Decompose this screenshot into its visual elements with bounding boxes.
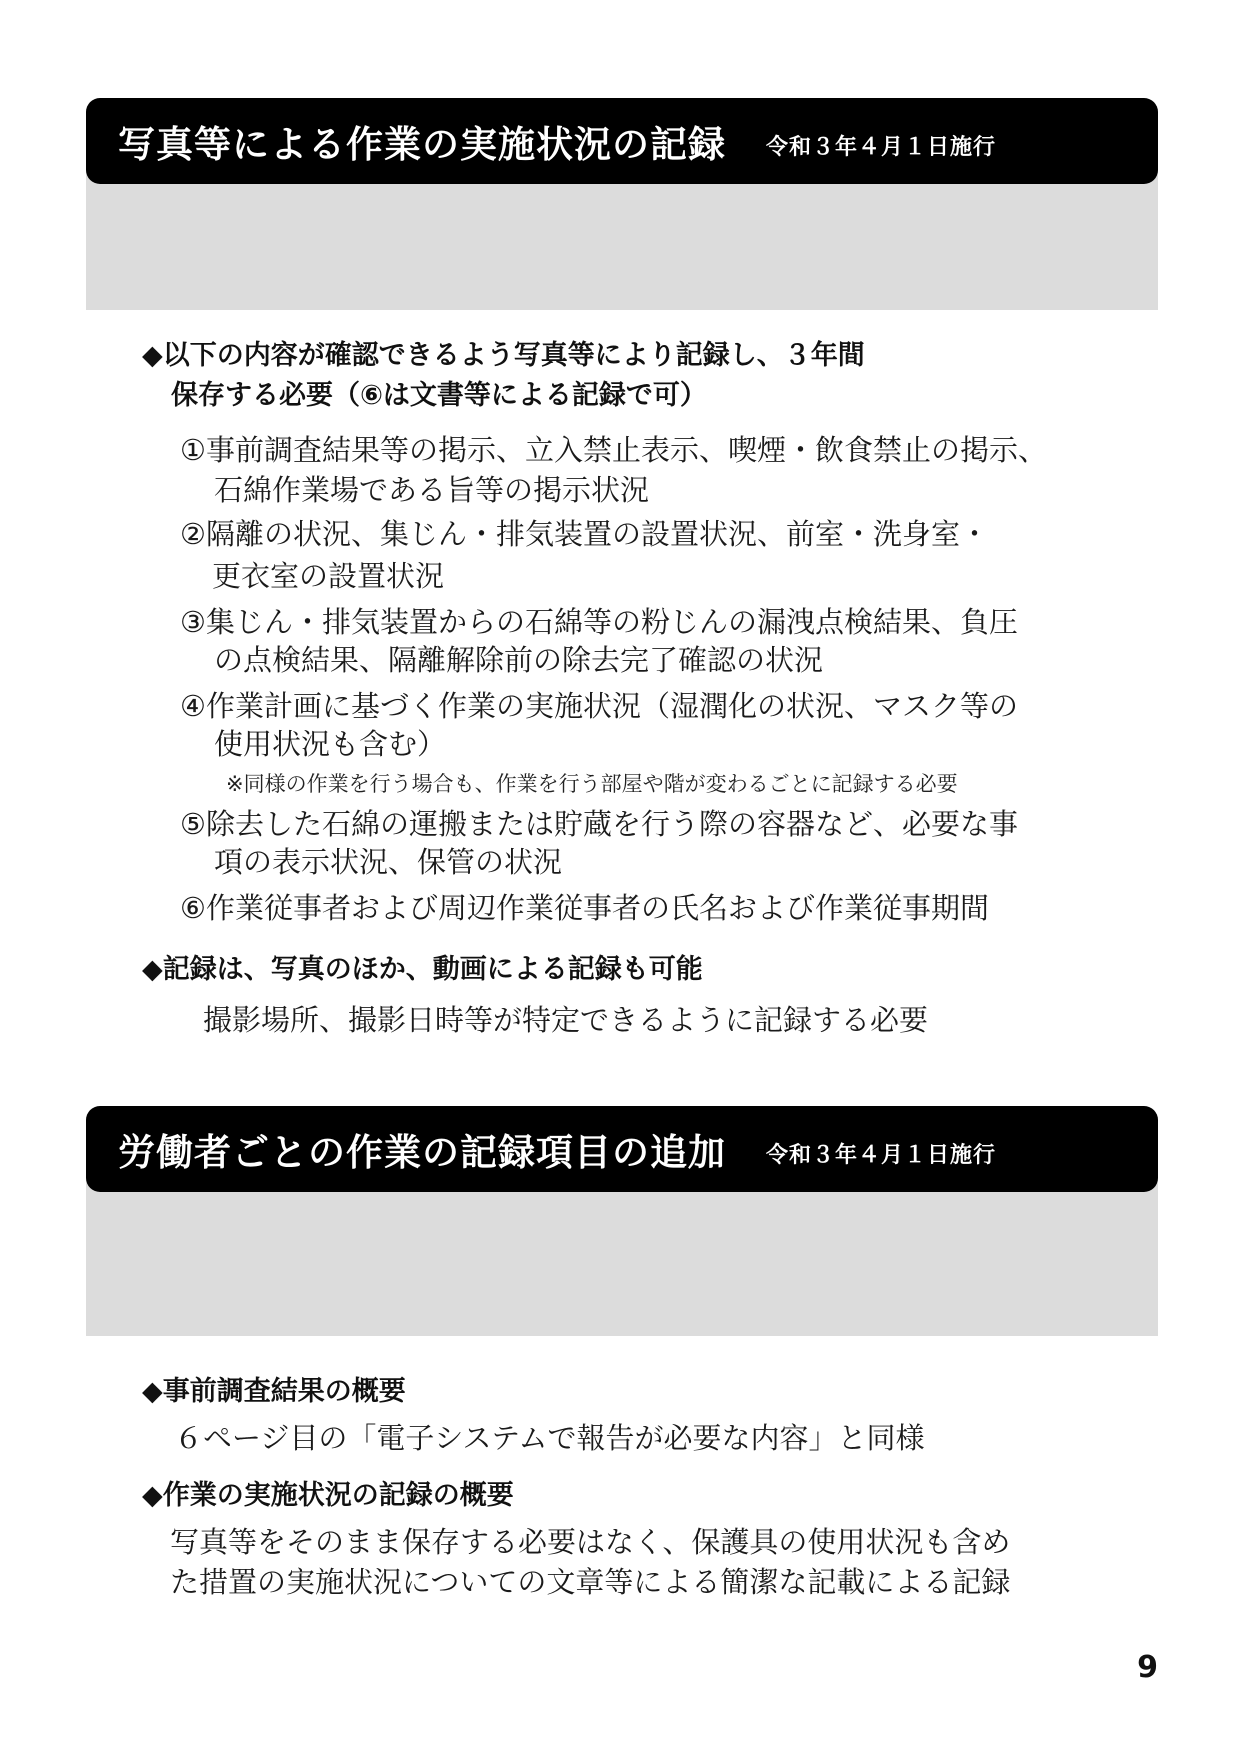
section2-bullet1-heading: ◆事前調査結果の概要 [142,1376,406,1407]
section2-bullet2-heading: ◆作業の実施状況の記録の概要 [142,1480,514,1511]
list-item-6-line1: ⑥作業従事者および周辺作業従事者の氏名および作業従事期間 [180,891,989,925]
section1-title: 写真等による作業の実施状況の記録 [118,123,726,166]
list-item-4-line1: ④作業計画に基づく作業の実施状況（湿潤化の状況、マスク等の [180,689,1018,723]
section1-header [86,98,1158,184]
list-item-3-line2: の点検結果、隔離解除前の除去完了確認の状況 [214,643,824,677]
list-item-2-line2: 更衣室の設置状況 [212,559,445,593]
list-item-4-line2: 使用状況も含む） [214,727,447,761]
section1-bullet1-line1: ◆以下の内容が確認できるよう写真等により記録し、３年間 [142,340,865,371]
section2-date: 令和３年４月１日施行 [766,1142,997,1168]
list-item-5-line1: ⑤除去した石綿の運搬または貯蔵を行う際の容器など、必要な事 [180,807,1018,841]
list-item-1-line1: ①事前調査結果等の掲示、立入禁止表示、喫煙・飲食禁止の掲示、 [180,433,1047,467]
section2-title: 労働者ごとの作業の記録項目の追加 [118,1131,726,1174]
section2-bullet1-body: ６ページ目の「電子システムで報告が必要な内容」と同様 [174,1421,925,1455]
list-item-4-note: ※同様の作業を行う場合も、作業を行う部屋や階が変わるごとに記録する必要 [226,772,958,796]
section1-bullet1-line2: 保存する必要（⑥は文書等による記録で可） [171,380,707,411]
list-item-3-line1: ③集じん・排気装置からの石綿等の粉じんの漏洩点検結果、負圧 [180,605,1018,639]
page-number: 9 [1137,1650,1158,1685]
list-item-2-line1: ②隔離の状況、集じん・排気装置の設置状況、前室・洗身室・ [180,517,989,551]
section1-bullet2-heading: ◆記録は、写真のほか、動画による記録も可能 [142,954,703,985]
section1-date: 令和３年４月１日施行 [766,134,997,160]
section2-header [86,1106,1158,1192]
list-item-5-line2: 項の表示状況、保管の状況 [214,845,563,879]
section2-bullet2-line2: た措置の実施状況についての文章等による簡潔な記載による記録 [170,1565,1011,1599]
section2-bullet2-line1: 写真等をそのまま保存する必要はなく、保護具の使用状況も含め [170,1525,1011,1559]
section1-bullet2-body: 撮影場所、撮影日時等が特定できるように記録する必要 [203,1003,929,1037]
list-item-1-line2: 石綿作業場である旨等の掲示状況 [214,473,650,507]
